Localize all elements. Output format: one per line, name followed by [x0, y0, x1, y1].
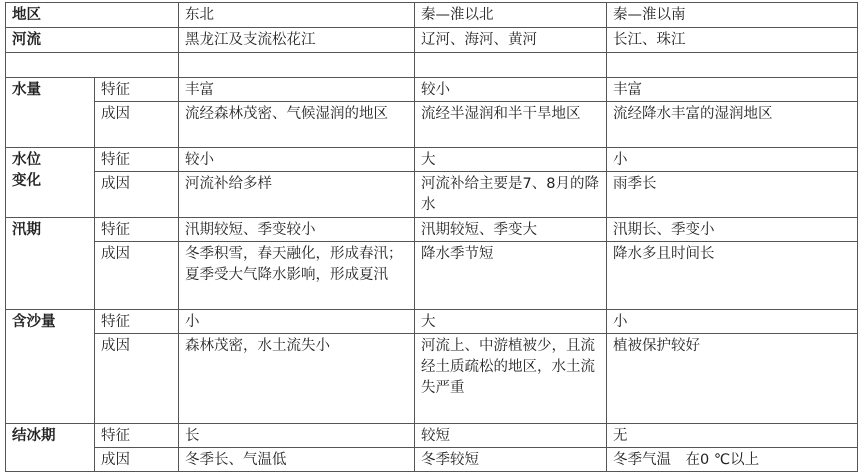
water-level-cause-south: 雨季长 — [607, 172, 858, 218]
flood-feature-row — [6, 218, 858, 242]
water-volume-cause-north: 流经半湿润和半干旱地区 — [415, 102, 607, 148]
sediment-feature-south: 小 — [607, 310, 858, 334]
water-level-feature-south: 小 — [607, 148, 858, 172]
water-volume-feature-northeast: 丰富 — [179, 78, 415, 102]
sediment-cause-south: 植被保护较好 — [607, 334, 858, 424]
cause-label: 成因 — [95, 334, 179, 424]
water-level-feature-northeast: 较小 — [179, 148, 415, 172]
sediment-feature-row — [6, 310, 858, 334]
header-region: 地区 — [6, 3, 179, 28]
water-volume-feature-row — [6, 78, 858, 102]
freeze-feature-south: 无 — [607, 424, 858, 448]
feature-label: 特征 — [95, 78, 179, 102]
cause-label: 成因 — [95, 102, 179, 148]
freeze-feature-northeast: 长 — [179, 424, 415, 448]
freeze-feature-north: 较短 — [415, 424, 607, 448]
flood-feature-northeast: 汛期较短、季变较小 — [179, 218, 415, 242]
water-volume-cause-south: 流经降水丰富的湿润地区 — [607, 102, 858, 148]
water-volume-cause-row — [6, 102, 858, 148]
water-level-label-line2: 变化 — [12, 173, 41, 189]
flood-label: 汛期 — [6, 218, 95, 310]
cause-label: 成因 — [95, 242, 179, 310]
river-north: 辽河、海河、黄河 — [415, 28, 607, 53]
spacer-cell — [415, 53, 607, 78]
feature-label: 特征 — [95, 424, 179, 448]
sediment-cause-northeast: 森林茂密，水土流失小 — [179, 334, 415, 424]
water-volume-label: 水量 — [6, 78, 95, 148]
spacer-cell — [607, 53, 858, 78]
spacer-cell — [179, 53, 415, 78]
cause-label: 成因 — [95, 448, 179, 472]
water-level-feature-north: 大 — [415, 148, 607, 172]
river-south: 长江、珠江 — [607, 28, 858, 53]
river-northeast: 黑龙江及支流松花江 — [179, 28, 415, 53]
flood-cause-south: 降水多且时间长 — [607, 242, 858, 310]
header-row — [6, 3, 858, 28]
spacer-row — [6, 53, 858, 78]
river-row — [6, 28, 858, 53]
water-level-cause-row — [6, 172, 858, 218]
feature-label: 特征 — [95, 310, 179, 334]
freeze-cause-northeast: 冬季长、气温低 — [179, 448, 415, 472]
flood-cause-northeast: 冬季积雪，春天融化，形成春汛；夏季受大气降水影响，形成夏汛 — [179, 242, 415, 310]
water-volume-cause-northeast: 流经森林茂密、气候湿润的地区 — [179, 102, 415, 148]
flood-feature-south: 汛期长、季变小 — [607, 218, 858, 242]
river-comparison-table — [5, 2, 858, 472]
freeze-label: 结冰期 — [6, 424, 95, 472]
header-north: 秦—淮以北 — [415, 3, 607, 28]
water-level-cause-northeast: 河流补给多样 — [179, 172, 415, 218]
sediment-feature-northeast: 小 — [179, 310, 415, 334]
water-level-label-line1: 水位 — [12, 152, 41, 168]
water-level-cause-north: 河流补给主要是7、8月的降水 — [415, 172, 607, 218]
header-northeast: 东北 — [179, 3, 415, 28]
flood-feature-north: 汛期较短、季变大 — [415, 218, 607, 242]
cause-label: 成因 — [95, 172, 179, 218]
sediment-cause-north: 河流上、中游植被少，且流经土质疏松的地区，水土流失严重 — [415, 334, 607, 424]
header-south: 秦—淮以南 — [607, 3, 858, 28]
spacer-cell — [6, 53, 179, 78]
flood-cause-north: 降水季节短 — [415, 242, 607, 310]
feature-label: 特征 — [95, 218, 179, 242]
sediment-label: 含沙量 — [6, 310, 95, 424]
water-volume-feature-north: 较小 — [415, 78, 607, 102]
water-volume-feature-south: 丰富 — [607, 78, 858, 102]
water-level-label — [6, 148, 95, 218]
feature-label: 特征 — [95, 148, 179, 172]
freeze-cause-north: 冬季较短 — [415, 448, 607, 472]
freeze-feature-row — [6, 424, 858, 448]
sediment-cause-row — [6, 334, 858, 424]
flood-cause-row — [6, 242, 858, 310]
water-level-feature-row — [6, 148, 858, 172]
freeze-cause-south: 冬季气温 在0 ℃以上 — [607, 448, 858, 472]
sediment-feature-north: 大 — [415, 310, 607, 334]
river-label: 河流 — [6, 28, 179, 53]
